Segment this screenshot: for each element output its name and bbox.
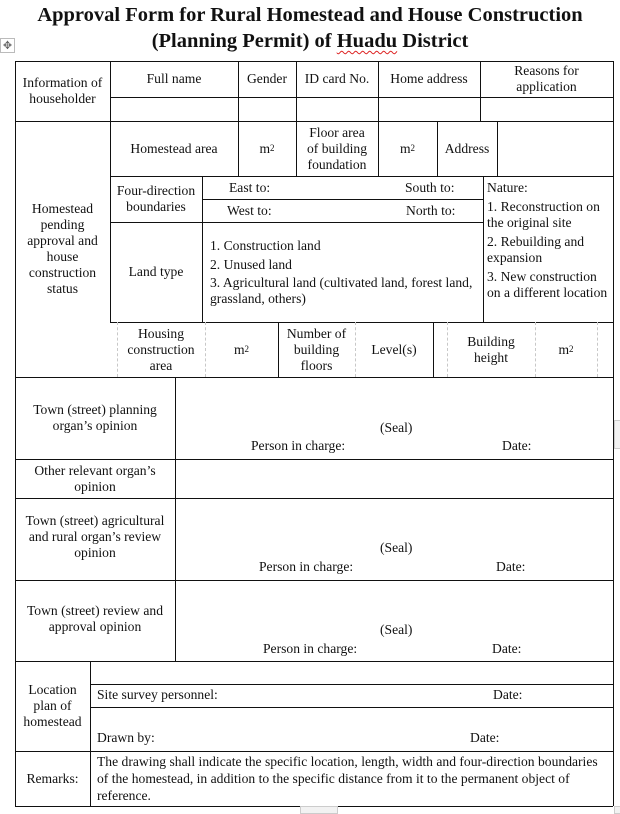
grid-line (15, 751, 613, 752)
col-reasons: Reasons for application (514, 63, 579, 94)
reasons-field[interactable] (480, 97, 613, 121)
unit-exp: 2 (410, 142, 416, 153)
land-type-option[interactable]: 3. Agricultural land (cultivated land, forest land, grassland, others) (210, 275, 473, 306)
floor-area-field[interactable] (378, 121, 437, 176)
gender-field[interactable] (238, 97, 296, 121)
date-label[interactable]: Date: (492, 641, 522, 656)
floor-area-label: Floor area of building foundation (306, 124, 368, 172)
grid-line (175, 377, 176, 661)
home-address-field[interactable] (378, 97, 480, 121)
grid-line (90, 707, 613, 708)
location-plan-drawing-area[interactable] (90, 661, 613, 684)
building-height-label: Building height (467, 333, 515, 365)
table-move-handle-icon[interactable]: ✥ (0, 38, 15, 53)
review-approval-opinion-label: Town (street) review and approval opinion (26, 603, 164, 634)
levels-field[interactable]: Level(s) (371, 341, 417, 357)
land-type-option[interactable]: 1. Construction land (210, 238, 321, 253)
unit-exp: 2 (569, 343, 574, 354)
spellcheck-flagged-word[interactable]: Huadu (336, 30, 398, 52)
agricultural-opinion-label: Town (street) agricultural and rural organ’s review opinion (25, 513, 165, 560)
land-type-options (210, 236, 480, 307)
form-title-line2 (0, 28, 620, 54)
address-label: Address (444, 140, 490, 156)
housing-area-label: Housing construction area (127, 325, 195, 373)
housing-area-field[interactable] (205, 322, 278, 377)
dashed-grid-line (597, 322, 598, 377)
unit-exp: 2 (244, 343, 250, 354)
seal-label: (Seal) (380, 540, 413, 555)
table-resize-handle[interactable] (300, 806, 338, 814)
land-type-option[interactable]: 2. Unused land (210, 257, 292, 272)
seal-label: (Seal) (380, 420, 413, 435)
land-type-label: Land type (128, 264, 184, 279)
title-suffix: District (397, 30, 469, 52)
drawn-by-label[interactable]: Drawn by: (97, 730, 155, 745)
drawn-by-date-label[interactable]: Date: (470, 730, 500, 745)
date-label[interactable]: Date: (496, 559, 526, 574)
person-in-charge-label[interactable]: Person in charge: (263, 641, 358, 656)
nature-option[interactable]: 2. Rebuilding and expansion (487, 234, 585, 265)
site-survey-date-label[interactable]: Date: (493, 687, 523, 702)
homestead-area-field[interactable] (238, 121, 296, 176)
south-to-label[interactable]: South to: (405, 180, 455, 195)
title-prefix: (Planning Permit) of (151, 30, 337, 52)
scroll-edge-marker[interactable] (614, 420, 620, 449)
col-gender: Gender (246, 71, 287, 86)
unit-exp: 2 (270, 142, 275, 153)
other-organ-opinion-label: Other relevant organ’s opinion (34, 462, 156, 494)
full-name-field[interactable] (110, 97, 238, 121)
building-height-field[interactable] (535, 322, 597, 377)
grid-line (90, 684, 613, 685)
boundaries-label: Four-direction boundaries (116, 183, 196, 214)
table-corner-resize-handle[interactable] (614, 806, 620, 814)
nature-options (487, 180, 612, 304)
floors-label: Number of building floors (286, 325, 347, 373)
col-id-card: ID card No. (304, 71, 370, 86)
id-card-field[interactable] (296, 97, 378, 121)
nature-label: Nature: (487, 180, 528, 195)
date-label[interactable]: Date: (502, 438, 532, 453)
unit-m: m (233, 341, 245, 357)
seal-label: (Seal) (380, 622, 413, 637)
unit-m: m (259, 140, 271, 156)
other-organ-opinion-field[interactable] (175, 459, 613, 498)
nature-option[interactable]: 3. New construction on a different location (487, 269, 608, 300)
person-in-charge-label[interactable]: Person in charge: (259, 559, 354, 574)
site-survey-label[interactable]: Site survey personnel: (97, 687, 218, 702)
grid-line (202, 199, 483, 200)
unit-m: m (558, 341, 570, 357)
homestead-area-label: Homestead area (130, 140, 218, 156)
form-title-line1: Approval Form for Rural Homestead and House Construction (37, 4, 583, 26)
remarks-text: The drawing shall indicate the specific location, length, width and four-direction boundaries of the homestead, in addition to the specific distance from it to the permanent object of reference. (97, 754, 598, 803)
address-field[interactable] (497, 121, 613, 176)
planning-opinion-label: Town (street) planning organ’s opinion (33, 402, 157, 433)
remarks-label: Remarks: (26, 770, 79, 786)
col-full-name: Full name (146, 71, 202, 86)
col-home-address: Home address (390, 71, 468, 86)
north-to-label[interactable]: North to: (406, 203, 456, 218)
person-in-charge-label[interactable]: Person in charge: (251, 438, 346, 453)
nature-option[interactable]: 1. Reconstruction on the original site (487, 199, 600, 230)
grid-line (483, 176, 484, 322)
unit-m: m (399, 140, 411, 156)
east-to-label[interactable]: East to: (229, 180, 271, 195)
location-plan-label: Location plan of homestead (23, 682, 82, 729)
homestead-section-label: Homestead pending approval and house construction status (27, 201, 98, 296)
grid-line (433, 322, 434, 377)
householder-section-label: Information of householder (22, 75, 103, 106)
west-to-label[interactable]: West to: (227, 203, 272, 218)
grid-line (202, 176, 203, 322)
